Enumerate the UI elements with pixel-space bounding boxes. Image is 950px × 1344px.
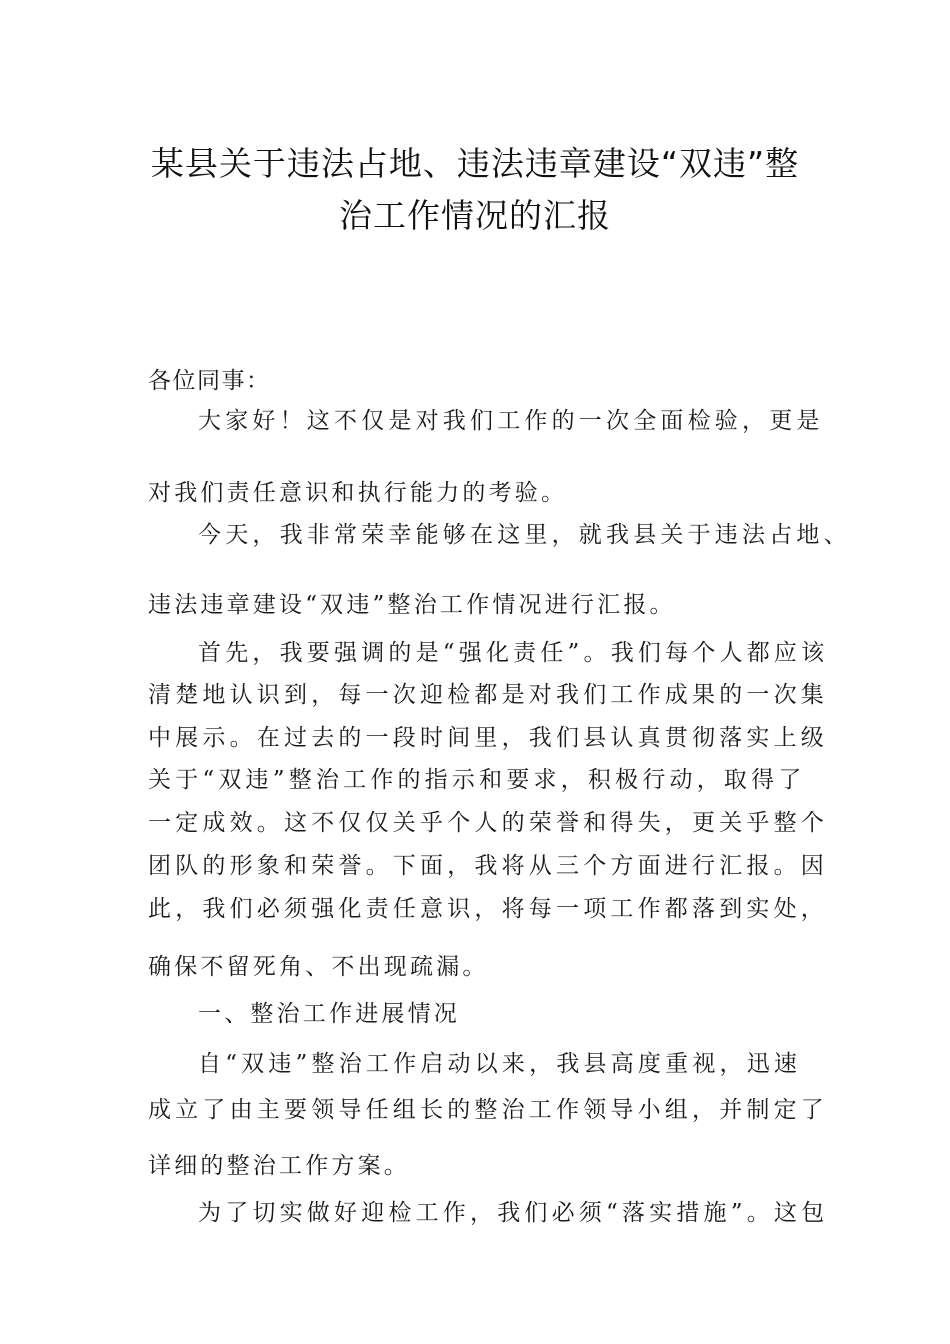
paragraph-line: 首先，我要强调的是“强化责任”。我们每个人都应该: [198, 640, 829, 666]
paragraph-line: 确保不留死角、不出现疏漏。: [148, 954, 489, 980]
paragraph-line: 关于“双违”整治工作的指示和要求，积极行动，取得了: [148, 767, 806, 793]
paragraph-line: 详细的整治工作方案。: [148, 1153, 410, 1179]
section-heading: 一、整治工作进展情况: [198, 1001, 460, 1027]
paragraph-line: 自“双违”整治工作启动以来，我县高度重视，迅速: [198, 1051, 802, 1077]
paragraph-line: 成立了由主要领导任组长的整治工作领导小组，并制定了: [148, 1097, 828, 1123]
paragraph-line: 今天，我非常荣幸能够在这里，就我县关于违法占地、: [198, 522, 851, 548]
salutation: 各位同事：: [148, 368, 271, 394]
paragraph-line: 大家好！这不仅是对我们工作的一次全面检验，更是: [198, 408, 824, 434]
document-title-line-1: 某县关于违法占地、违法违章建设“双违”整: [150, 144, 800, 183]
paragraph-line: 为了切实做好迎检工作，我们必须“落实措施”。这包: [198, 1200, 829, 1226]
paragraph-line: 此，我们必须强化责任意识，将每一项工作都落到实处，: [148, 896, 828, 922]
paragraph-line: 对我们责任意识和执行能力的考验。: [148, 480, 568, 506]
paragraph-line: 一定成效。这不仅仅关乎个人的荣誉和得失，更关乎整个: [148, 810, 828, 836]
paragraph-line: 团队的形象和荣誉。下面，我将从三个方面进行汇报。因: [148, 853, 828, 879]
document-title-line-2: 治工作情况的汇报: [339, 196, 611, 235]
paragraph-line: 清楚地认识到，每一次迎检都是对我们工作成果的一次集: [148, 682, 828, 708]
paragraph-line: 中展示。在过去的一段时间里，我们县认真贯彻落实上级: [148, 725, 828, 751]
paragraph-line: 违法违章建设“双违”整治工作情况进行汇报。: [148, 592, 676, 618]
